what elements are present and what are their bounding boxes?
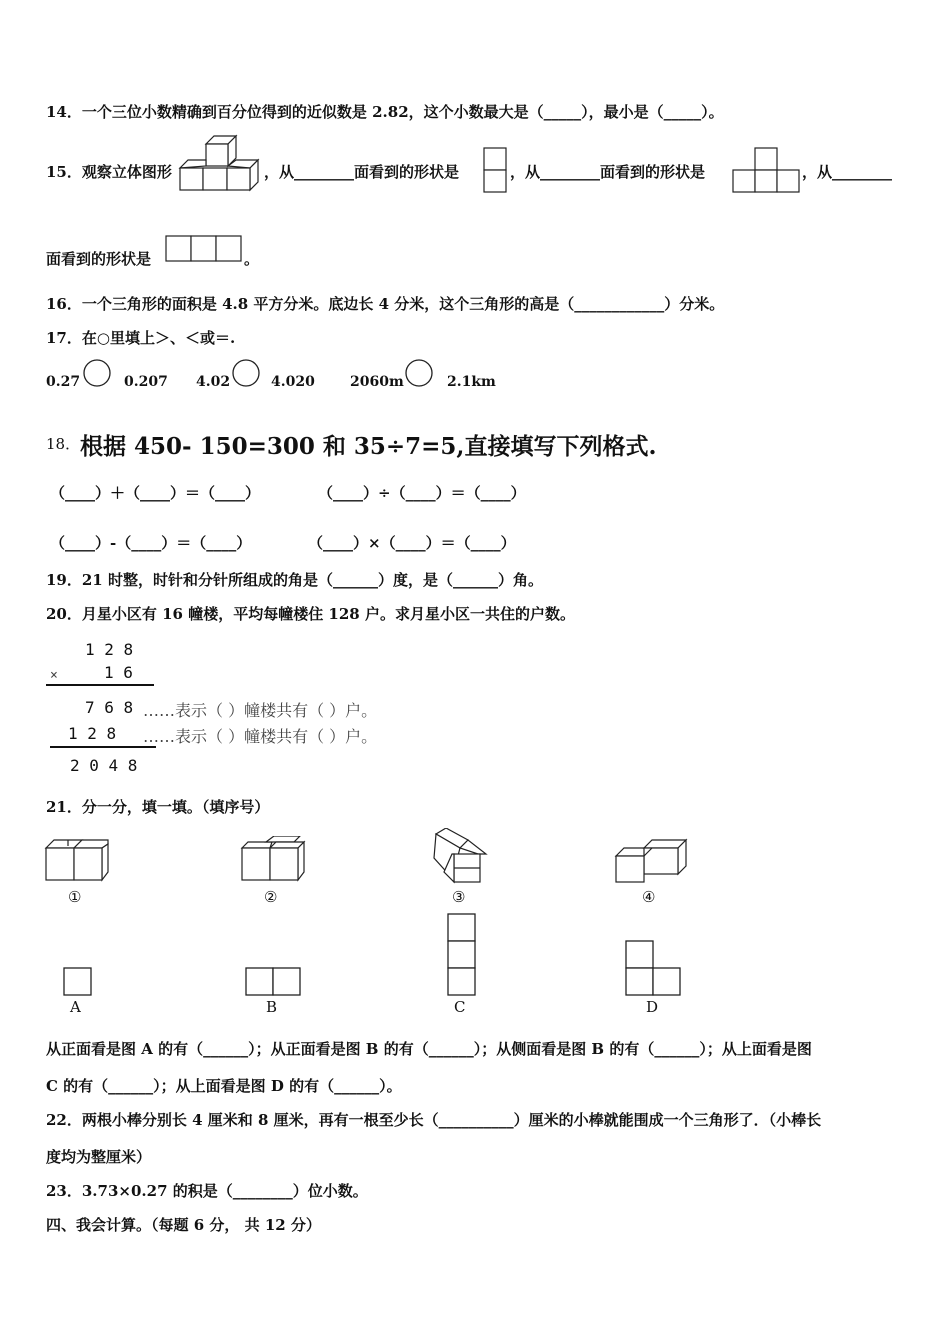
view-label-b: B	[266, 998, 278, 1016]
compare-right-3: 2.1km	[447, 374, 496, 390]
view-figure-a	[62, 966, 94, 998]
view-shape-3	[164, 234, 244, 264]
compare-left-3: 2060m	[350, 374, 404, 390]
view-label-c: C	[454, 998, 466, 1016]
view-figure-c	[446, 912, 478, 998]
section-4-heading: 四、我会计算。（每题 6 分， 共 12 分）	[46, 1216, 321, 1234]
calc-partial-2: 1 2 8	[68, 724, 117, 743]
compare-right-2: 4.020	[271, 374, 315, 390]
calc-rule-1	[46, 684, 154, 686]
compare-circle-2[interactable]	[231, 358, 263, 390]
question-21-line1: 从正面看是图 A 的有（______）；从正面看是图 B 的有（______）；从侧面看是图 B 的有（______）；从上面看是图	[46, 1040, 812, 1058]
compare-circle-1[interactable]	[82, 358, 114, 390]
calc-times-sign: ×	[50, 668, 58, 683]
question-16: 16．一个三角形的面积是 4.8 平方分米。底边长 4 分米，这个三角形的高是（____________）分米。	[46, 295, 725, 313]
question-15-view3-label: 面看到的形状是	[46, 250, 152, 268]
view-label-d: D	[646, 998, 659, 1016]
question-15-view2-text: ，从________面看到的形状是	[510, 163, 706, 181]
calc-multiplicand: 1 2 8	[85, 640, 134, 659]
compare-left-2: 4.02	[196, 374, 231, 390]
calc-result: 2 0 4 8	[70, 756, 138, 775]
question-18-title: 根据 450- 150=300 和 35÷7=5,直接填写下列格式.	[80, 433, 657, 460]
solid-figure-2	[240, 836, 310, 886]
solid-label-1: ①	[68, 888, 82, 906]
calc-rule-2	[50, 746, 156, 748]
question-18-number: 18．	[46, 435, 81, 453]
formula-multiply: （____）×（____）＝（____）	[308, 534, 516, 552]
question-22-line1: 22．两根小棒分别长 4 厘米和 8 厘米，再有一根至少长（__________）厘米的小棒就能围成一个三角形了．（小棒长	[46, 1111, 822, 1129]
formula-subtract: （____）-（____）＝（____）	[50, 534, 252, 552]
question-14: 14．一个三位小数精确到百分位得到的近似数是 2.82，这个小数最大是（_____），最小是（_____）。	[46, 103, 724, 121]
solid-figure-1	[44, 836, 114, 886]
question-21-line2: C 的有（______）；从上面看是图 D 的有（______）。	[46, 1077, 402, 1095]
calc-multiplier: 1 6	[104, 663, 133, 682]
formula-divide: （____）÷（____）＝（____）	[318, 484, 526, 502]
solid-figure-q15	[178, 134, 264, 194]
calc-partial-1: 7 6 8	[85, 698, 134, 717]
question-15-view3-text: ，从________	[802, 163, 893, 181]
formula-add: （____）＋（____）＝（____）	[50, 484, 261, 502]
solid-figure-3	[432, 828, 492, 886]
question-15-end: 。	[244, 250, 260, 268]
question-15-view1-text: ，从________面看到的形状是	[264, 163, 460, 181]
view-figure-d	[624, 939, 684, 999]
question-15-label: 15．观察立体图形	[46, 163, 172, 181]
question-17-title: 17．在○里填上＞、＜或＝.	[46, 329, 236, 347]
question-21-title: 21．分一分，填一填。（填序号）	[46, 798, 270, 816]
solid-label-3: ③	[452, 888, 466, 906]
view-shape-2	[731, 146, 801, 194]
solid-figure-4	[614, 836, 690, 886]
solid-label-4: ④	[642, 888, 656, 906]
compare-right-1: 0.207	[124, 374, 168, 390]
view-label-a: A	[70, 998, 81, 1016]
compare-circle-3[interactable]	[404, 358, 436, 390]
question-23: 23．3.73×0.27 的积是（________）位小数。	[46, 1182, 368, 1200]
question-22-line2: 度均为整厘米）	[46, 1148, 152, 1166]
view-shape-1	[482, 146, 510, 194]
compare-left-1: 0.27	[46, 374, 81, 390]
calc-partial-2-note: ……表示（ ）幢楼共有（ ）户。	[143, 727, 378, 746]
view-figure-b	[244, 966, 304, 998]
solid-label-2: ②	[264, 888, 278, 906]
question-19: 19．21 时整，时针和分针所组成的角是（______）度，是（______）角。	[46, 571, 543, 589]
calc-partial-1-note: ……表示（ ）幢楼共有（ ）户。	[143, 701, 378, 720]
question-20: 20．月星小区有 16 幢楼，平均每幢楼住 128 户。求月星小区一共住的户数。	[46, 605, 575, 623]
